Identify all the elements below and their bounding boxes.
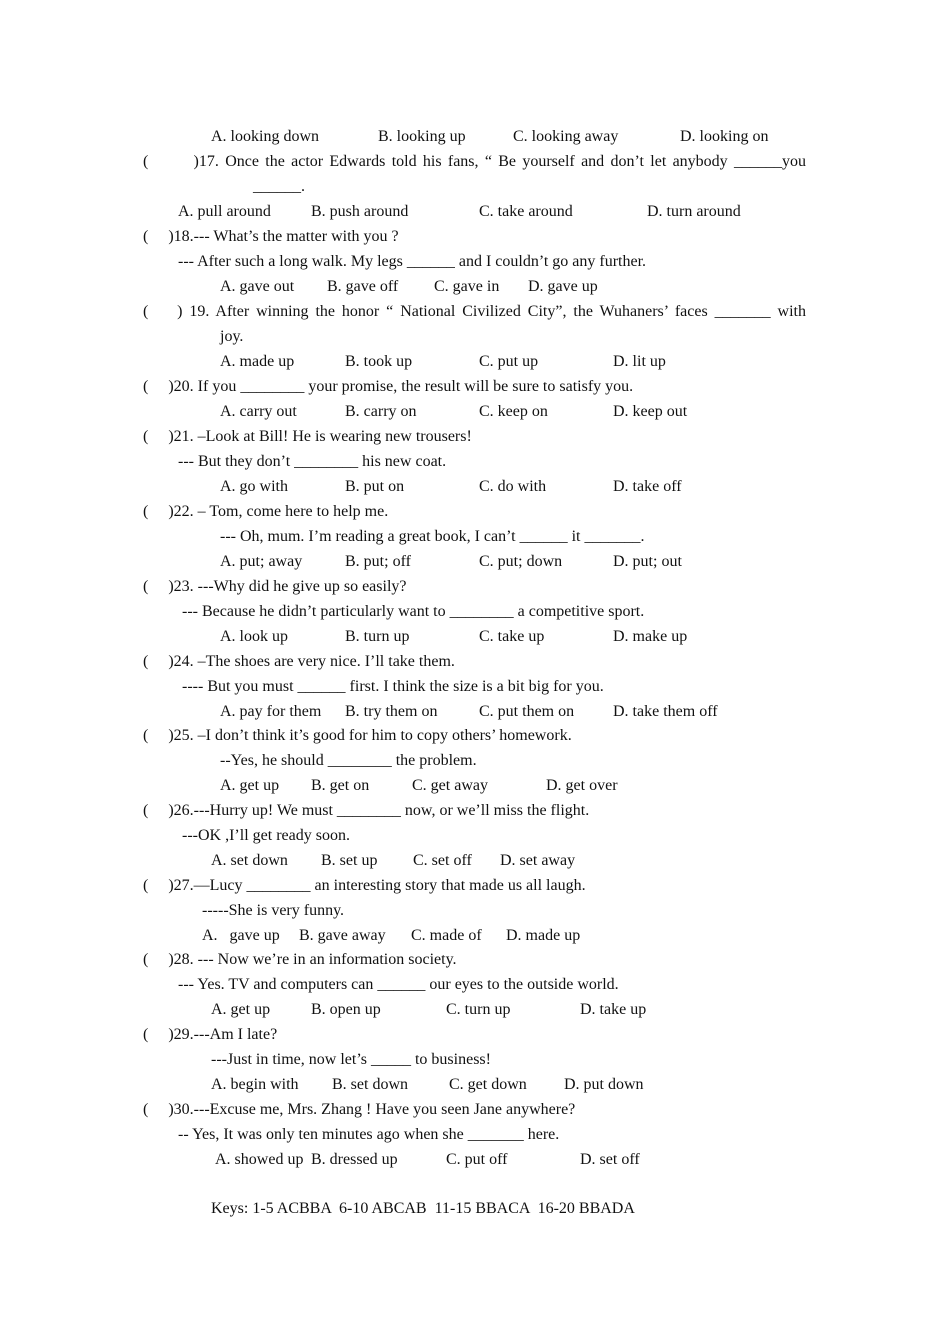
question-28-reply: --- Yes. TV and computers can ______ our eyes to the outside world. bbox=[178, 976, 619, 993]
option-b: B. open up bbox=[311, 1001, 381, 1018]
option-b: B. dressed up bbox=[311, 1151, 398, 1168]
option-a: A. begin with bbox=[211, 1076, 299, 1093]
question-22: ( )22. – Tom, come here to help me. bbox=[143, 503, 389, 520]
option-d: D. take off bbox=[613, 478, 682, 495]
question-24: ( )24. –The shoes are very nice. I’ll take them. bbox=[143, 653, 455, 670]
question-17-cont: ______. bbox=[253, 178, 305, 195]
option-b: B. gave off bbox=[327, 278, 399, 295]
option-c: C. turn up bbox=[446, 1001, 511, 1018]
option-b: B. put on bbox=[345, 478, 405, 495]
option-b: B. push around bbox=[311, 203, 409, 220]
option-a: A. put; away bbox=[220, 553, 303, 570]
option-d: D. lit up bbox=[613, 353, 666, 370]
answer-keys: Keys: 1-5 ACBBA 6-10 ABCAB 11-15 BBACA 16-20 BBADA bbox=[211, 1200, 635, 1217]
question-27: ( )27.—Lucy ________ an interesting story that made us all laugh. bbox=[143, 877, 586, 894]
option-c: C. keep on bbox=[479, 403, 548, 420]
option-a: A. looking down bbox=[211, 128, 319, 145]
option-c: C. gave in bbox=[434, 278, 500, 295]
option-d: D. set off bbox=[580, 1151, 640, 1168]
option-d: D. gave up bbox=[528, 278, 598, 295]
question-30-reply: -- Yes, It was only ten minutes ago when she _______ here. bbox=[178, 1126, 560, 1143]
option-d: D. put down bbox=[564, 1076, 644, 1093]
option-d: D. set away bbox=[500, 852, 576, 869]
option-b: B. try them on bbox=[345, 703, 438, 720]
question-27-reply: -----She is very funny. bbox=[202, 902, 345, 919]
option-a: A. gave out bbox=[220, 278, 295, 295]
option-d: D. keep out bbox=[613, 403, 688, 420]
question-29-reply: ---Just in time, now let’s _____ to business! bbox=[211, 1051, 491, 1068]
option-b: B. put; off bbox=[345, 553, 411, 570]
option-c: C. put up bbox=[479, 353, 539, 370]
option-c: C. get away bbox=[412, 777, 488, 794]
question-20: ( )20. If you ________ your promise, the result will be sure to satisfy you. bbox=[143, 378, 634, 395]
option-c: C. put; down bbox=[479, 553, 563, 570]
option-c: C. put them on bbox=[479, 703, 575, 720]
question-30: ( )30.---Excuse me, Mrs. Zhang ! Have you seen Jane anywhere? bbox=[143, 1101, 576, 1118]
option-b: B. get on bbox=[311, 777, 370, 794]
option-d: D. make up bbox=[613, 628, 688, 645]
question-25: ( )25. –I don’t think it’s good for him to copy others’ homework. bbox=[143, 727, 572, 744]
question-19: ( ) 19. After winning the honor “ National Civilized City”, the Wuhaners’ faces _______ with bbox=[143, 303, 806, 320]
option-a: A. gave up bbox=[202, 927, 280, 944]
option-d: D. take them off bbox=[613, 703, 718, 720]
option-c: C. made of bbox=[411, 927, 482, 944]
option-a: A. showed up bbox=[215, 1151, 304, 1168]
option-d: D. take up bbox=[580, 1001, 647, 1018]
option-b: B. looking up bbox=[378, 128, 466, 145]
option-d: D. get over bbox=[546, 777, 618, 794]
option-c: C. take up bbox=[479, 628, 545, 645]
question-26-reply: ---OK ,I’ll get ready soon. bbox=[182, 827, 350, 844]
option-c: C. get down bbox=[449, 1076, 527, 1093]
question-19-cont: joy. bbox=[220, 328, 244, 345]
question-18: ( )18.--- What’s the matter with you ? bbox=[143, 228, 399, 245]
option-b: B. turn up bbox=[345, 628, 410, 645]
option-d: D. put; out bbox=[613, 553, 682, 570]
question-18-reply: --- After such a long walk. My legs ______ and I couldn’t go any further. bbox=[178, 253, 647, 270]
question-29: ( )29.---Am I late? bbox=[143, 1026, 278, 1043]
option-c: C. take around bbox=[479, 203, 573, 220]
option-a: A. go with bbox=[220, 478, 288, 495]
option-a: A. set down bbox=[211, 852, 288, 869]
question-21-reply: --- But they don’t ________ his new coat. bbox=[178, 453, 447, 470]
option-b: B. gave away bbox=[299, 927, 386, 944]
option-c: C. do with bbox=[479, 478, 547, 495]
question-23-reply: --- Because he didn’t particularly want to ________ a competitive sport. bbox=[182, 603, 645, 620]
question-24-reply: ---- But you must ______ first. I think the size is a bit big for you. bbox=[182, 678, 604, 695]
question-22-reply: --- Oh, mum. I’m reading a great book, I can’t ______ it _______. bbox=[220, 528, 645, 545]
option-a: A. look up bbox=[220, 628, 288, 645]
question-25-reply: --Yes, he should ________ the problem. bbox=[220, 752, 477, 769]
option-a: A. get up bbox=[220, 777, 280, 794]
option-c: C. put off bbox=[446, 1151, 508, 1168]
question-17: ( )17. Once the actor Edwards told his fans, “ Be yourself and don’t let anybody ______you bbox=[143, 153, 806, 170]
option-c: C. looking away bbox=[513, 128, 619, 145]
option-d: D. looking on bbox=[680, 128, 769, 145]
question-26: ( )26.---Hurry up! We must ________ now, or we’ll miss the flight. bbox=[143, 802, 590, 819]
option-c: C. set off bbox=[413, 852, 472, 869]
option-b: B. carry on bbox=[345, 403, 417, 420]
option-a: A. pay for them bbox=[220, 703, 322, 720]
question-23: ( )23. ---Why did he give up so easily? bbox=[143, 578, 407, 595]
option-b: B. took up bbox=[345, 353, 413, 370]
option-a: A. carry out bbox=[220, 403, 297, 420]
option-a: A. pull around bbox=[178, 203, 271, 220]
question-28: ( )28. --- Now we’re in an information society. bbox=[143, 951, 457, 968]
option-d: D. made up bbox=[506, 927, 581, 944]
option-a: A. get up bbox=[211, 1001, 271, 1018]
option-d: D. turn around bbox=[647, 203, 741, 220]
option-a: A. made up bbox=[220, 353, 295, 370]
option-b: B. set up bbox=[321, 852, 378, 869]
question-21: ( )21. –Look at Bill! He is wearing new trousers! bbox=[143, 428, 472, 445]
option-b: B. set down bbox=[332, 1076, 408, 1093]
